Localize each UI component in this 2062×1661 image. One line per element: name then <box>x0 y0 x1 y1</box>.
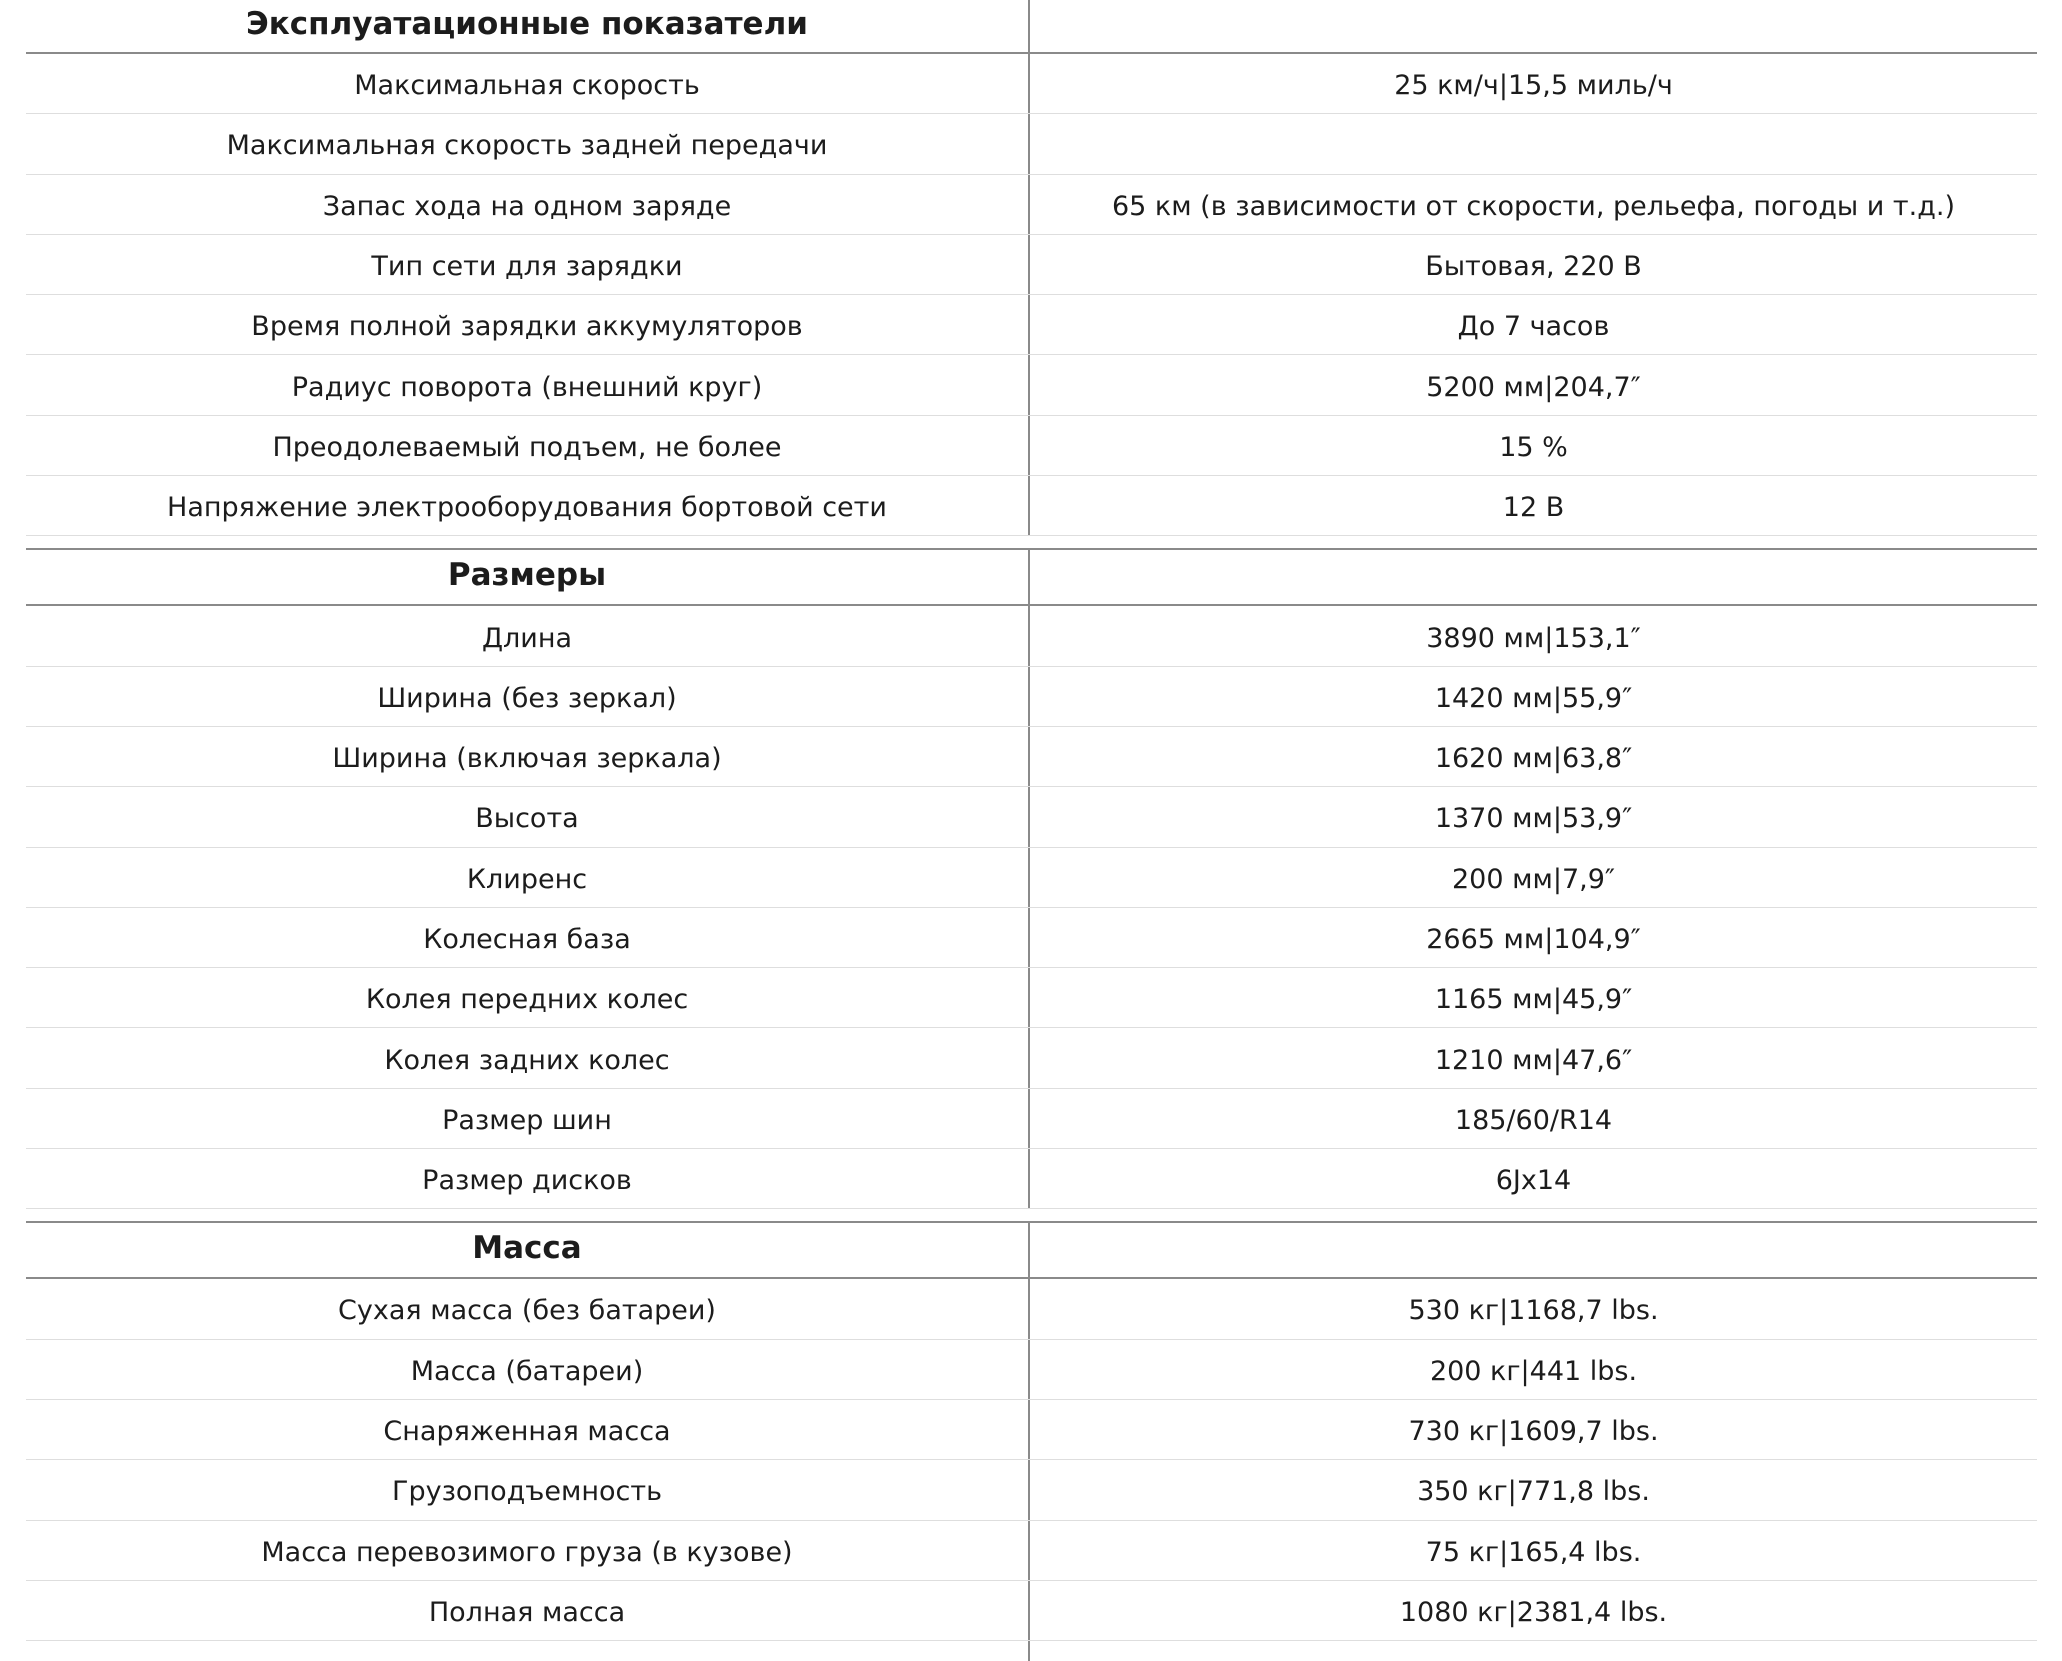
spec-table <box>26 0 2037 1661</box>
section-header-performance <box>26 0 2037 54</box>
section-header-empty-cell <box>1030 0 2037 52</box>
row-value: До 7 часов <box>1457 311 1610 343</box>
row-value: 200 мм|7,9″ <box>1452 863 1615 895</box>
row-label: Ширина (включая зеркала) <box>26 727 1030 786</box>
table-row <box>26 727 2037 787</box>
column-divider <box>26 1641 1030 1661</box>
table-row <box>26 1279 2037 1339</box>
row-value: 1165 мм|45,9″ <box>1434 984 1633 1016</box>
table-row <box>26 667 2037 727</box>
table-row <box>26 848 2037 908</box>
tail-empty-cell <box>1030 1641 2037 1661</box>
row-label: Размер шин <box>26 1089 1030 1148</box>
row-value: 65 км (в зависимости от скорости, рельефа, погоды и т.д.) <box>1111 190 1955 222</box>
row-label: Клиренс <box>26 848 1030 907</box>
table-tail <box>26 1641 2037 1661</box>
row-value: 75 кг|165,4 lbs. <box>1425 1536 1642 1568</box>
row-value: 350 кг|771,8 lbs. <box>1417 1476 1650 1508</box>
row-value: 2665 мм|104,9″ <box>1426 924 1641 955</box>
row-label: Длина <box>26 606 1030 665</box>
row-label: Тип сети для зарядки <box>26 235 1030 294</box>
row-label: Полная масса <box>26 1581 1030 1640</box>
row-value: 1620 мм|63,8″ <box>1434 743 1633 775</box>
row-value <box>1030 114 2037 173</box>
row-label: Максимальная скорость задней передачи <box>26 114 1030 173</box>
table-row <box>26 175 2037 235</box>
row-value: 185/60/R14 <box>1454 1104 1613 1136</box>
row-label: Ширина (без зеркал) <box>26 667 1030 726</box>
row-value: 200 кг|441 lbs. <box>1429 1355 1638 1387</box>
row-value: 1420 мм|55,9″ <box>1434 682 1633 714</box>
row-label: Высота <box>26 787 1030 846</box>
table-row <box>26 416 2037 476</box>
table-row <box>26 787 2037 847</box>
table-row <box>26 235 2037 295</box>
row-value: Бытовая, 220 В <box>1425 251 1642 283</box>
section-header-empty-cell <box>1030 550 2037 604</box>
section-header-empty-cell <box>1030 1223 2037 1277</box>
section-title: Эксплуатационные показатели <box>26 0 1030 52</box>
row-value: 6Jx14 <box>1495 1165 1572 1197</box>
row-value: 3890 мм|153,1″ <box>1426 622 1641 654</box>
table-row <box>26 54 2037 114</box>
row-value: 25 км/ч|15,5 миль/ч <box>1394 70 1673 102</box>
row-label: Снаряженная масса <box>26 1400 1030 1459</box>
table-row <box>26 355 2037 415</box>
row-label: Запас хода на одном заряде <box>26 175 1030 234</box>
row-label: Напряжение электрооборудования бортовой сети <box>26 476 1030 535</box>
section-title: Масса <box>26 1223 1030 1277</box>
table-row <box>26 1340 2037 1400</box>
row-label: Колея передних колес <box>26 968 1030 1027</box>
table-row <box>26 606 2037 666</box>
row-label: Колея задних колес <box>26 1028 1030 1087</box>
table-row <box>26 295 2037 355</box>
table-row <box>26 1581 2037 1641</box>
section-title: Размеры <box>26 550 1030 604</box>
row-label: Масса (батареи) <box>26 1340 1030 1399</box>
row-label: Преодолеваемый подъем, не более <box>26 416 1030 475</box>
row-value: 5200 мм|204,7″ <box>1426 371 1641 403</box>
row-label: Максимальная скорость <box>26 54 1030 113</box>
row-value: 12 В <box>1502 492 1565 524</box>
row-label: Колесная база <box>26 908 1030 967</box>
row-value: 730 кг|1609,7 lbs. <box>1408 1416 1659 1448</box>
table-row <box>26 1089 2037 1149</box>
row-label: Масса перевозимого груза (в кузове) <box>26 1521 1030 1580</box>
table-row <box>26 1460 2037 1520</box>
section-header-dimensions <box>26 548 2037 606</box>
table-row <box>26 476 2037 536</box>
section-header-mass <box>26 1221 2037 1279</box>
row-label: Время полной зарядки аккумуляторов <box>26 295 1030 354</box>
table-row <box>26 1149 2037 1209</box>
table-row <box>26 908 2037 968</box>
row-label: Радиус поворота (внешний круг) <box>26 355 1030 414</box>
table-row <box>26 114 2037 174</box>
row-label: Размер дисков <box>26 1149 1030 1208</box>
row-value: 1210 мм|47,6″ <box>1434 1044 1633 1076</box>
row-value: 1370 мм|53,9″ <box>1434 803 1633 835</box>
row-value: 15 % <box>1499 431 1568 463</box>
table-row <box>26 968 2037 1028</box>
row-label: Сухая масса (без батареи) <box>26 1279 1030 1338</box>
row-value: 1080 кг|2381,4 lbs. <box>1399 1596 1668 1628</box>
table-row <box>26 1400 2037 1460</box>
table-row <box>26 1521 2037 1581</box>
table-row <box>26 1028 2037 1088</box>
row-value: 530 кг|1168,7 lbs. <box>1408 1295 1659 1327</box>
row-label: Грузоподъемность <box>26 1460 1030 1519</box>
